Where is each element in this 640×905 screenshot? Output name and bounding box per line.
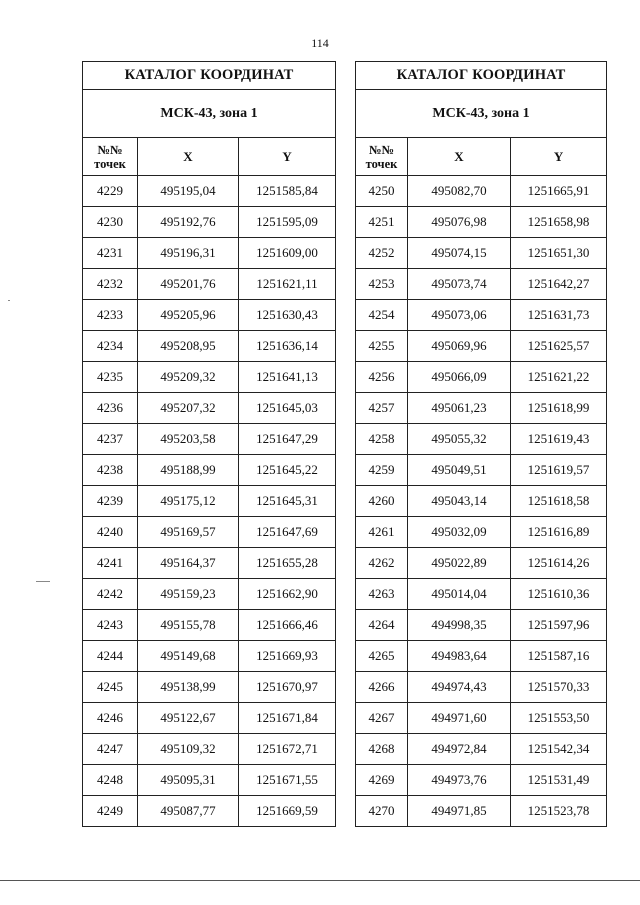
table-row [356,455,607,486]
x-coordinate-cell: 494971,60 [408,703,511,734]
y-coordinate-cell: 1251542,34 [511,734,607,765]
point-number-cell: 4251 [356,207,408,238]
point-number-cell: 4244 [83,641,138,672]
y-coordinate-cell: 1251585,84 [239,176,336,207]
table-row [356,393,607,424]
table-row [356,238,607,269]
y-coordinate-cell: 1251666,46 [239,610,336,641]
point-number-cell: 4270 [356,796,408,827]
y-coordinate-cell: 1251570,33 [511,672,607,703]
table-row [356,734,607,765]
point-number-cell: 4269 [356,765,408,796]
point-number-cell: 4254 [356,300,408,331]
point-number-cell: 4249 [83,796,138,827]
table-row [356,548,607,579]
y-coordinate-cell: 1251669,59 [239,796,336,827]
x-coordinate-cell: 495164,37 [138,548,239,579]
x-coordinate-cell: 495109,32 [138,734,239,765]
x-coordinate-cell: 495055,32 [408,424,511,455]
x-coordinate-cell: 495082,70 [408,176,511,207]
column-header-y: Y [511,138,607,176]
y-coordinate-cell: 1251671,55 [239,765,336,796]
point-number-cell: 4231 [83,238,138,269]
table-row [356,610,607,641]
coordinate-system: МСК-43, зона 1 [356,90,607,138]
x-coordinate-cell: 495149,68 [138,641,239,672]
y-coordinate-cell: 1251645,03 [239,393,336,424]
point-number-cell: 4261 [356,517,408,548]
point-number-cell: 4246 [83,703,138,734]
y-coordinate-cell: 1251642,27 [511,269,607,300]
column-header-y: Y [239,138,336,176]
table-row [356,300,607,331]
table-row [83,486,336,517]
y-coordinate-cell: 1251621,11 [239,269,336,300]
x-coordinate-cell: 494972,84 [408,734,511,765]
y-coordinate-cell: 1251630,43 [239,300,336,331]
y-coordinate-cell: 1251597,96 [511,610,607,641]
point-number-cell: 4253 [356,269,408,300]
x-coordinate-cell: 494983,64 [408,641,511,672]
x-coordinate-cell: 495022,89 [408,548,511,579]
table-row [83,207,336,238]
point-number-cell: 4255 [356,331,408,362]
x-coordinate-cell: 495074,15 [408,238,511,269]
y-coordinate-cell: 1251614,26 [511,548,607,579]
coordinate-system: МСК-43, зона 1 [83,90,336,138]
table-row [356,486,607,517]
y-coordinate-cell: 1251641,13 [239,362,336,393]
y-coordinate-cell: 1251523,78 [511,796,607,827]
point-number-cell: 4264 [356,610,408,641]
table-row [356,269,607,300]
point-number-cell: 4233 [83,300,138,331]
table-row [83,734,336,765]
y-coordinate-cell: 1251618,99 [511,393,607,424]
point-number-cell: 4234 [83,331,138,362]
table-row [83,548,336,579]
point-number-cell: 4232 [83,269,138,300]
table-row [356,331,607,362]
point-number-cell: 4245 [83,672,138,703]
x-coordinate-cell: 495205,96 [138,300,239,331]
table-row [83,765,336,796]
table-row [356,424,607,455]
table-row [83,362,336,393]
x-coordinate-cell: 494973,76 [408,765,511,796]
table-row [83,796,336,827]
y-coordinate-cell: 1251658,98 [511,207,607,238]
x-coordinate-cell: 495209,32 [138,362,239,393]
table-row [83,300,336,331]
point-number-cell: 4241 [83,548,138,579]
point-number-cell: 4236 [83,393,138,424]
y-coordinate-cell: 1251645,22 [239,455,336,486]
point-number-cell: 4240 [83,517,138,548]
y-coordinate-cell: 1251655,28 [239,548,336,579]
x-coordinate-cell: 495208,95 [138,331,239,362]
y-coordinate-cell: 1251531,49 [511,765,607,796]
point-number-cell: 4243 [83,610,138,641]
point-number-cell: 4262 [356,548,408,579]
table-row [356,703,607,734]
x-coordinate-cell: 495087,77 [138,796,239,827]
catalog-title: КАТАЛОГ КООРДИНАТ [356,62,607,90]
x-coordinate-cell: 495159,23 [138,579,239,610]
y-coordinate-cell: 1251625,57 [511,331,607,362]
x-coordinate-cell: 495073,06 [408,300,511,331]
table-row [356,517,607,548]
table-row [83,331,336,362]
x-coordinate-cell: 495014,04 [408,579,511,610]
y-coordinate-cell: 1251636,14 [239,331,336,362]
point-number-cell: 4266 [356,672,408,703]
y-coordinate-cell: 1251647,69 [239,517,336,548]
y-coordinate-cell: 1251662,90 [239,579,336,610]
x-coordinate-cell: 494998,35 [408,610,511,641]
x-coordinate-cell: 495195,04 [138,176,239,207]
point-number-cell: 4229 [83,176,138,207]
y-coordinate-cell: 1251610,36 [511,579,607,610]
y-coordinate-cell: 1251671,84 [239,703,336,734]
point-number-cell: 4258 [356,424,408,455]
x-coordinate-cell: 495207,32 [138,393,239,424]
x-coordinate-cell: 495201,76 [138,269,239,300]
coordinate-catalog-right [355,61,607,827]
table-row [356,672,607,703]
x-coordinate-cell: 495138,99 [138,672,239,703]
x-coordinate-cell: 494974,43 [408,672,511,703]
table-row [83,672,336,703]
x-coordinate-cell: 495203,58 [138,424,239,455]
point-number-cell: 4267 [356,703,408,734]
point-number-cell: 4242 [83,579,138,610]
x-coordinate-cell: 495196,31 [138,238,239,269]
y-coordinate-cell: 1251619,43 [511,424,607,455]
table-row [356,579,607,610]
table-row [356,796,607,827]
y-coordinate-cell: 1251553,50 [511,703,607,734]
column-header-x: X [138,138,239,176]
x-coordinate-cell: 495043,14 [408,486,511,517]
x-coordinate-cell: 495061,23 [408,393,511,424]
y-coordinate-cell: 1251665,91 [511,176,607,207]
y-coordinate-cell: 1251669,93 [239,641,336,672]
table-row [356,765,607,796]
scan-mark [8,300,10,301]
table-row [356,176,607,207]
table-row [356,207,607,238]
table-row [83,238,336,269]
table-row [83,641,336,672]
table-row [83,703,336,734]
page-bottom-rule [0,880,640,881]
coordinate-catalog-left [82,61,336,827]
point-number-cell: 4248 [83,765,138,796]
y-coordinate-cell: 1251619,57 [511,455,607,486]
column-header-point-number: №№ точек [83,138,138,176]
y-coordinate-cell: 1251672,71 [239,734,336,765]
table-row [356,641,607,672]
table-row [83,269,336,300]
point-number-cell: 4252 [356,238,408,269]
x-coordinate-cell: 495192,76 [138,207,239,238]
x-coordinate-cell: 495076,98 [408,207,511,238]
x-coordinate-cell: 495175,12 [138,486,239,517]
x-coordinate-cell: 495095,31 [138,765,239,796]
y-coordinate-cell: 1251670,97 [239,672,336,703]
x-coordinate-cell: 494971,85 [408,796,511,827]
column-header-x: X [408,138,511,176]
table-row [83,176,336,207]
x-coordinate-cell: 495188,99 [138,455,239,486]
point-number-cell: 4256 [356,362,408,393]
point-number-cell: 4237 [83,424,138,455]
scan-mark [36,581,50,582]
y-coordinate-cell: 1251618,58 [511,486,607,517]
table-row [356,362,607,393]
table-row [83,517,336,548]
y-coordinate-cell: 1251616,89 [511,517,607,548]
y-coordinate-cell: 1251595,09 [239,207,336,238]
point-number-cell: 4265 [356,641,408,672]
table-row [83,424,336,455]
table-row [83,579,336,610]
x-coordinate-cell: 495049,51 [408,455,511,486]
x-coordinate-cell: 495122,67 [138,703,239,734]
point-number-cell: 4247 [83,734,138,765]
x-coordinate-cell: 495032,09 [408,517,511,548]
point-number-cell: 4230 [83,207,138,238]
y-coordinate-cell: 1251609,00 [239,238,336,269]
table-row [83,610,336,641]
point-number-cell: 4235 [83,362,138,393]
column-header-point-number: №№ точек [356,138,408,176]
x-coordinate-cell: 495169,57 [138,517,239,548]
x-coordinate-cell: 495069,96 [408,331,511,362]
x-coordinate-cell: 495073,74 [408,269,511,300]
point-number-cell: 4259 [356,455,408,486]
y-coordinate-cell: 1251587,16 [511,641,607,672]
point-number-cell: 4257 [356,393,408,424]
y-coordinate-cell: 1251645,31 [239,486,336,517]
point-number-cell: 4263 [356,579,408,610]
y-coordinate-cell: 1251647,29 [239,424,336,455]
y-coordinate-cell: 1251651,30 [511,238,607,269]
page-number: 114 [311,36,329,50]
x-coordinate-cell: 495066,09 [408,362,511,393]
point-number-cell: 4239 [83,486,138,517]
table-row [83,455,336,486]
x-coordinate-cell: 495155,78 [138,610,239,641]
point-number-cell: 4268 [356,734,408,765]
point-number-cell: 4238 [83,455,138,486]
catalog-title: КАТАЛОГ КООРДИНАТ [83,62,336,90]
table-row [83,393,336,424]
point-number-cell: 4250 [356,176,408,207]
y-coordinate-cell: 1251631,73 [511,300,607,331]
point-number-cell: 4260 [356,486,408,517]
y-coordinate-cell: 1251621,22 [511,362,607,393]
